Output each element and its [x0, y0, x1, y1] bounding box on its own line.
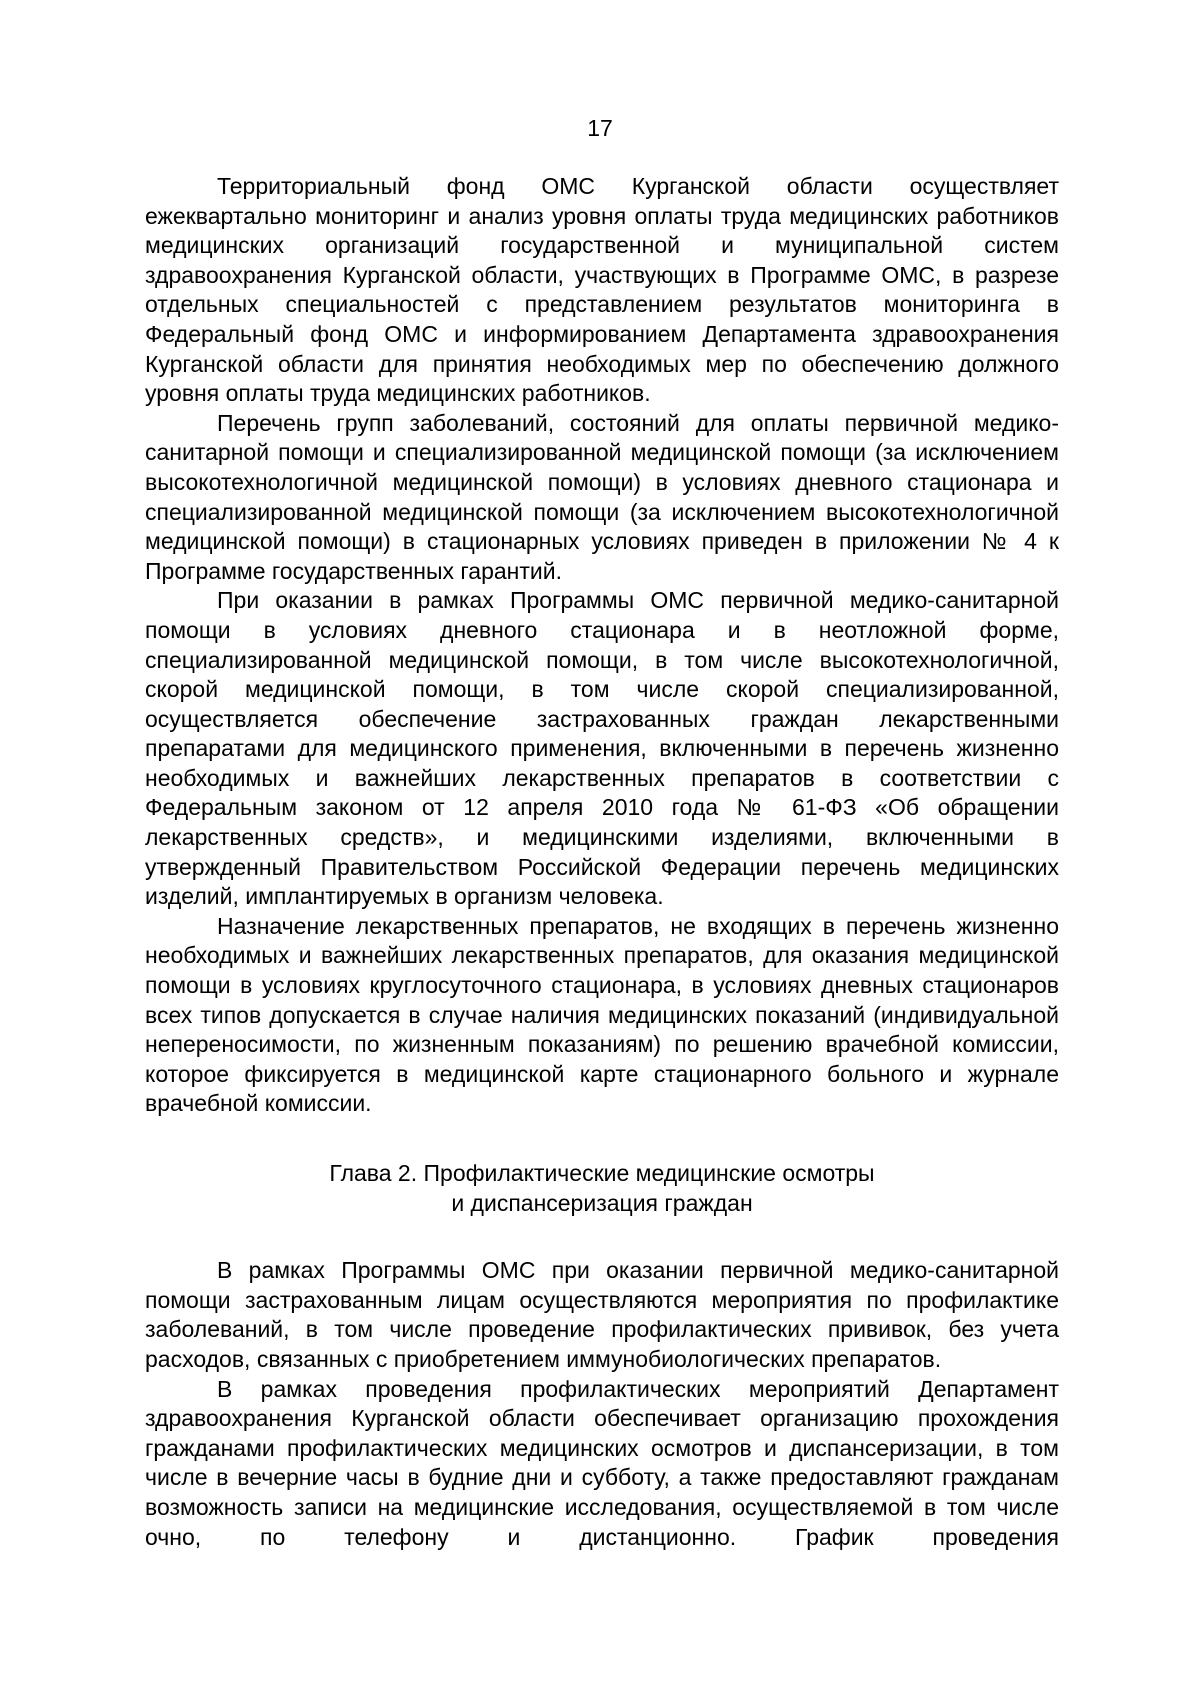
paragraph-oms-monitoring: Территориальный фонд ОМС Курганской области осуществляет ежеквартально мониторинг и анализ уровня оплаты труда медицинских работников медицинских организаций государственной и муниципальной систем здравоохранения Курганской области, участвующих в Программе ОМС, в разрезе отдельных специальностей с представлением результатов мониторинга в Федеральный фонд ОМС и информированием Департамента здравоохранения Курганской области для принятия необходимых мер по обеспечению должного уровня оплаты труда медицинских работников.: [145, 173, 1059, 407]
paragraph-disease-groups: Перечень групп заболеваний, состояний для оплаты первичной медико-санитарной помощи и специализированной медицинской помощи (за исключением высокотехнологичной медицинской помощи) в условиях дневного стационара и специализированной медицинской помощи (за исключением высокотехнологичной медицинской помощи) в стационарных условиях приведен в приложении № 4 к Программе государственных гарантий.: [145, 409, 1059, 584]
paragraph-drug-prescription: Назначение лекарственных препаратов, не входящих в перечень жизненно необходимых и важнейших лекарственных препаратов, для оказания медицинской помощи в условиях круглосуточного стационара, в условиях дневных стационаров всех типов допускается в случае наличия медицинских показаний (индивидуальной непереносимости, по жизненным показаниям) по решению врачебной комиссии, которое фиксируется в медицинской карте стационарного больного и журнале врачебной комиссии.: [145, 912, 1059, 1117]
document-body: [145, 172, 1059, 1552]
chapter-heading-line-2: и диспансеризация граждан: [451, 1189, 753, 1216]
chapter-heading-line-1: Глава 2. Профилактические медицинские осмотры: [329, 1160, 875, 1186]
chapter-heading: [145, 1159, 1059, 1218]
paragraph-drug-provision: При оказании в рамках Программы ОМС первичной медико-санитарной помощи в условиях дневного стационара и в неотложной форме, специализированной медицинской помощи, в том числе высокотехнологичной, скорой медицинской помощи, в том числе скорой специализированной, осуществляется обеспечение застрахованных граждан лекарственными препаратами для медицинского применения, включенными в перечень жизненно необходимых и важнейших лекарственных препаратов в соответствии с Федеральным законом от 12 апреля 2010 года № 61-ФЗ «Об обращении лекарственных средств», и медицинскими изделиями, включенными в утвержденный Правительством Российской Федерации перечень медицинских изделий, имплантируемых в организм человека.: [145, 587, 1059, 910]
paragraph-prevention-measures: В рамках Программы ОМС при оказании первичной медико-санитарной помощи застрахованным лицам осуществляются мероприятия по профилактике заболеваний, в том числе проведение профилактических прививок, без учета расходов, связанных с приобретением иммунобиологических препаратов.: [145, 1257, 1059, 1372]
paragraph-checkup-organization: В рамках проведения профилактических мероприятий Департамент здравоохранения Курганской области обеспечивает организацию прохождения гражданами профилактических медицинских осмотров и диспансеризации, в том числе в вечерние часы в будние дни и субботу, а также предоставляют гражданам возможность записи на медицинские исследования, осуществляемой в том числе очно, по телефону и дистанционно. График проведения: [145, 1375, 1059, 1550]
page-number: 17: [587, 115, 613, 141]
